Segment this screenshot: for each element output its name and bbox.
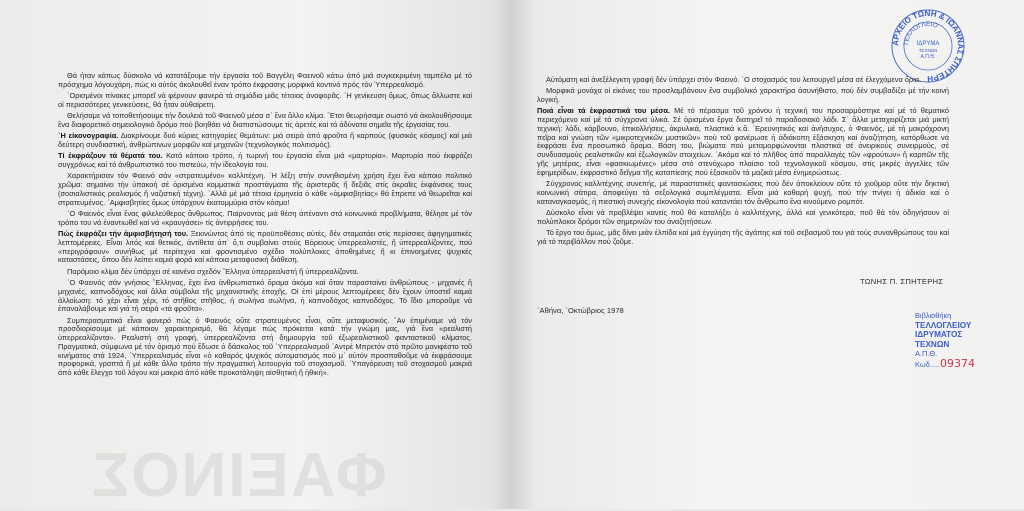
paragraph (537, 107, 949, 177)
paragraph (58, 92, 472, 110)
svg-text:ΤΕΧΝΩΝ: ΤΕΧΝΩΝ (918, 48, 938, 53)
right-text-column (537, 76, 949, 249)
paragraph-text: ῾Ορισμένοι πίνακες μπορεῖ νά φέρνουν φανερά τά σημάδια μιᾶς τέτοιας άναφορᾶς. ῾Η γενίκευση ὅμως, ὅπως ἄλλωστε καί οἱ περισσότερες γενικεύσεις, θά ἦταν αὐθαίρετη. (58, 91, 472, 109)
paragraph-text: ῾Ο Φαεινός σάν γνήσιος ῞Ελληνας, ἔχει ἕνα ἀνθρωπιστικό ὅραμα ἀκόμα καί ὅταν παρασταίνει ἀνθρώπους - μηχανές ἤ μηχανές, καπνοδόχους καί ἄλλα σύμβολα τῆς μηχανιστικῆς ἐποχῆς. Οἱ ἐπί μέρους λεπτομέρειες δέν ἔχουν ὑποστεῖ καμιά ἀλλοίωση: τό χέρι εἶναι χέρι, τό στῆθος στῆθος, ἡ σωλήνα σωλήνα, ἡ καπνοδόχος καπνοδόχος. Τό ἴδιο μποροῦμε νά ἐπαναλάβουμε καί γιά τή σειρά «τά φροῦτα». (58, 278, 472, 314)
right-page (512, 0, 1024, 509)
paragraph (537, 87, 949, 105)
paragraph-text: Σύγχρονος καλλιτέχνης συνεπής, μέ παραστατικές φαντασιώσεις πού δέν ἀποκλείουν οὔτε τό χιοῦμορ οὔτε τήν δηκτική κοινωνική σάτιρα, ἀποφεύγει τά σεξολογικά συμπλέγματα. Εἶναι μιά καθαρή ψυχή, πού τήν πνίγει ἡ ἀδικία καί ὁ καταναγκασμός, ἡ πιεστική συνεχής εἰκονολογία πού καταντάει τόν ἄνθρωπο ἕνα κινούμενο ρομπότ. (537, 179, 949, 206)
paragraph (58, 230, 472, 265)
svg-text:ΙΔΡΥΜΑ: ΙΔΡΥΜΑ (916, 41, 940, 47)
svg-text:Α.Π.Θ.: Α.Π.Θ. (920, 54, 936, 60)
paragraph (58, 72, 472, 90)
paragraph-heading: Πώς ἐκφράζει τήν ἀμφισβήτησή του. (58, 229, 189, 239)
paragraph-text: Παρόμοιο κλίμα δέν ὑπάρχει σέ κανένα σχεδόν ῞Ελληνα ὑπερρεαλιστή ἤ ὑπερρεαλίζοντα. (67, 266, 359, 276)
paragraph (58, 317, 472, 378)
library-stamp-line: ΤΕΧΝΩΝ (915, 339, 950, 349)
paragraph (58, 152, 472, 170)
paragraph (537, 76, 949, 85)
paragraph (537, 229, 949, 247)
left-text-column (58, 72, 472, 381)
date-line: ᾽Αθήνα, ᾽Οκτώβριος 1978 (537, 306, 624, 315)
paragraph-text: Μέ τό πέρασμα τοῦ χρόνου ἡ τεχνική του προσαρμόστηκε καί μέ τό θεματικό περιεχόμενο καί μέ τά σύγχρονα ὑλικά. Σέ ὁρισμένα ἔργα διατηρεῖ τό παραδοσιακό λάδι. Σ᾽ ἄλλα μεταχειρίζεται μιά μικτή τεχνική: λάδι, κάρβουνο, ἐπικολλήσεις, ἀκρυλικά, πλαστικά κ.ἄ. ᾽Ερευνητικός καί ἀνήσυχος, ὁ Φαεινός, μέ τή μακρόχρονη πεῖρα καί γνώση τῶν «μικροτεχνικῶν μυστικῶν» πού τοῦ φανέρωσε ἡ ἀδιάκοπη ἐξάσκηση καί ἀναζήτηση, κατόρθωσε νά ἐκφράσει ἕνα προσωπικό ὅραμα. Βάση του, βιώματα πού μεταμορφώνονται πλαστικά σέ ὀνειρικούς συνειρμούς, σέ συνδυασμούς ρεαλιστικῶν καί ἐξωλογικῶν στοιχείων. ᾽Ακόμα καί τό πλῆθος ἀπό παραλλαγές τῶν «φρούτων» ἤ καρπῶν τῆς γῆς μητέρας, εἶναι «φασκιωμένες» μέσα στό στενόχωρο πλαίσιο τοῦ τεχνολογικοῦ κόσμου, στίς μικρές ἀγγελίες τῶν ἐφημερίδων, ἐκφραστικό δεῖγμα τῆς καταπίεσης πού ἐξασκοῦν τά μαζικά μέσα ἐνημερώσεως. (537, 106, 949, 177)
archive-seal-stamp (890, 8, 966, 84)
library-stamp-line: Α.Π.Θ. (915, 349, 938, 359)
paragraph (58, 112, 472, 130)
paragraph (537, 180, 949, 206)
paragraph-text: Κατά κάποιο τρόπο, ἡ τωρινή του ἐργασία εἶναι μιά «μαρτυρία». Μαρτυρία πού ἐκφράζει συγχρόνως καί τό ἀνθρωπιστικό του πιστεύω, τήν ἰδεολογία του. (58, 151, 472, 170)
library-stamp-line: Βιβλιοθήκη (915, 311, 952, 320)
paragraph (58, 210, 472, 228)
paragraph (537, 209, 949, 227)
handwritten-code: 09374 (940, 356, 975, 370)
paragraph-text: Αὐτόματη καί ἀνεξέλεγκτη γραφή δέν ὑπάρχει στόν Φαεινό. ῾Ο στοχασμός του λειτουργεῖ μέσα σέ ἐλεγχόμενα ὅρια. (546, 75, 922, 84)
paragraph (58, 132, 472, 150)
paragraph (58, 172, 472, 207)
paragraph-heading: ῾Η εἰκονογραφία. (58, 131, 119, 141)
paragraph-text: Διακρίνουμε δυό κύριες κατηγορίες θεμάτων: μιά σειρά ἀπό φροῦτα ἤ καρπούς (φυσικός κόσμος) καί μιά δεύτερη συνδιαστική, ἀνθρώπινων μορφῶν καί μηχανῶν (τεχνολογικός πολιτισμός). (58, 131, 472, 150)
library-stamp-line: ΙΔΡΥΜΑΤΟΣ (915, 330, 963, 340)
paragraph-text: Δύσκολο εἶναι νά προβλέψει κανείς ποῦ θά καταλήξει ὁ καλλιτέχνης, ἀλλά καί γενικότερα, ποῦ θά τόν ὁδηγήσουν οἱ πολύπλοκοι δρόμοι τῶν σημερινῶν του ἀναζητήσεων. (537, 207, 949, 226)
paragraph-text: Θά ήταν κάπως δύσκολο νά κατατάξουμε τήν έργασία τοῦ Βαγγέλη Φαεινοῦ κάτω άπό μιά συγκεκριμένη ταμπέλα μέ τό πρόσχημα λόγουχάρη, πώς κι αύτός άκολουθεῖ έναν τρόπο έκφρασης μορφικά κοντινό πρός τόν Ὑπερρεαλισμό. (58, 71, 472, 89)
paragraph-text: ῾Ο Φαεινός εἶναι ἕνας φιλελεύθερος ἄνθρωπος. Παίρνοντας μιά θέση ἀπέναντι στά κοινωνικά προβλήματα, θέλησε μέ τόν τρόπο του νά ἐναντιωθεῖ καί νά «κραυγάσει» τίς ἀντιρρήσεις του. (58, 209, 472, 227)
paragraph (58, 279, 472, 314)
paragraph-text: Θελήσαμε νά τοποθετήσουμε τήν δουλειά τοῦ Φαεινοῦ μέσα σ᾽ ἕνα ἄλλο κλίμα. ῎Ετσι θεωρήσαμε σωστό νά ἀκολουθήσουμε ἕνα διαφορετικό σημειολογικό δρόμο πού βοηθάει νά διαπιστώσουμε τίς ἀρετές καί τά ἀδύνατα σημεῖα τῆς ἐργασίας του. (58, 111, 472, 129)
paragraph (58, 268, 472, 277)
paragraph-text: Συμπερασματικά εἶναι φανερό πώς ὁ Φαεινός οὔτε στρατευμένος εἶναι, οὔτε μεταφυσικός. ῎Αν ἐπιμέναμε νά τόν προσδιορίσουμε μέ κάποιον χαρακτηρισμό, θά λέγαμε πώς πρόκειται κατά τήν γνώμη μας, γιά ἕνα «ρεαλιστή ὑπερρεαλίζοντα». Ρεαλιστή στή γραφή, ὑπερρεαλίζοντα στή δημιουργία τοῦ ἐξωρεαλιστικοῦ φανταστικοῦ κλίματος. Πραγματικά, σύμφωνα μέ τόν ὁρισμό πού ἔδωσε ὁ δάσκαλος τοῦ ῾Υπερρεαλισμοῦ ᾽Αντρέ Μπρετόν στό πρῶτο μανιφέστο τοῦ κινήματος στά 1924, ῾Υπερρεαλισμός εἶναι «ὁ καθαρός ψυχικός αὐτοματισμός πού μ᾽ αὐτόν προσπαθοῦμε νά ἐκφράσουμε προφορικά, γραπτά ἤ μέ κάθε ἄλλο τρόπο τήν πραγματική λειτουργία τοῦ στοχασμοῦ. ῾Υπαγόρευση τοῦ στοχασμοῦ μακριά ἀπό κάθε ἔλεγχο τοῦ λόγου καί μακριά ἀπό κάθε προκατάληψη αἰσθητική ἤ ἠθική». (58, 315, 472, 378)
paragraph-text: Χαρακτήρισαν τόν Φαεινό σάν «στρατευμένο» καλλιτέχνη. ῾Η λέξη στήν συνηθισμένη χρήση ἔχει ἕνα κάποιο πολιτικό χρῶμα: σημαίνει τήν ὑπακοή σέ ὁρισμένα κομματικά προστάγματα τῆς ἀριστερᾶς ἤ δεξιᾶς στίς ἀκραῖες ἐκφάνσεις τους (σοσιαλιστικός ρεαλισμός ἤ ναζιστική τέχνη). ᾽Αλλά μέ μιά τέτοια ἑρμηνεία ὁ κάθε «ἀμφισβητίας» θά ἔπρεπε νά θεωρεῖται καί στρατευμένος. ᾽Αμφισβητίες ὅμως ὑπάρχουν ἑκατομμύρια στόν κόσμο! (58, 171, 472, 207)
library-code: Κωδ.....09374 (915, 356, 975, 370)
svg-text:ΑΡΧΕΙΟ ΤΩΝΗ & ΙΩΑΝΝΑΣ ΣΠΗΤΕΡΗ: ΑΡΧΕΙΟ ΤΩΝΗ & ΙΩΑΝΝΑΣ ΣΠΗΤΕΡΗ (890, 8, 966, 84)
paragraph-text: Μορφικά μονάχα οἱ εἰκόνες του προσλαμβάνουν ἕνα συμβολικό χαρακτήρα ἀσυνήθιστο, πού δέν συμβαδίζει μέ τήν κοινή λογική. (537, 86, 949, 105)
svg-text:ΤΕΛΛΟΓΛΕΙΟ: ΤΕΛΛΟΓΛΕΙΟ (902, 20, 939, 47)
author-signature: ΤΩΝΗΣ Π. ΣΠΗΤΕΡΗΣ (860, 277, 944, 286)
paragraph-text: Ξεκινώντας ἀπό τίς προϋποθέσεις αὐτές, δέν σταματάει στίς περίσσιες ἀφηγηματικές λεπτομέρειες. Εἶναι λιτός καί θετικός, ἀντίθετα ἀπ᾽ ὅ,τι συμβαίνει στούς Βόρειους ὑπερρεαλιστές, ἤ ὑπερρεαλίζοντες, πού «περιγράφουν» συνήθως μέ περίτεχνο καί φροντισμένο σχέδιο πολύπλοκες ἀποθημένες ἤ κι ἐπινοημένες ψυχικές καταστάσεις, ὅπου δέν λείπει καμιά φορά καί κάποια μεταφυσική διάθεση. (58, 229, 472, 265)
paragraph-heading: Τί ἐκφράζουν τά θέματά του. (58, 151, 163, 161)
show-through-watermark: ΦΑΕΙΝΟΣ (90, 441, 387, 510)
library-stamp (915, 311, 975, 370)
left-page (0, 0, 512, 509)
paragraph-heading: Ποιά εἶναι τά ἐκφραστικά του μέσα. (537, 106, 670, 116)
library-stamp-line: ΤΕΛΛΟΓΛΕΙΟΥ (915, 320, 972, 330)
paragraph-text: Τό ἔργο του ὅμως, μᾶς δίνει μιάν ἐλπίδα καί μιά ἐγγύηση τῆς ἀγάπης καί τοῦ σεβασμοῦ του γιά τούς συνανθρώπους του καί γιά τό περιβάλλον πού ζοῦμε. (537, 227, 949, 246)
